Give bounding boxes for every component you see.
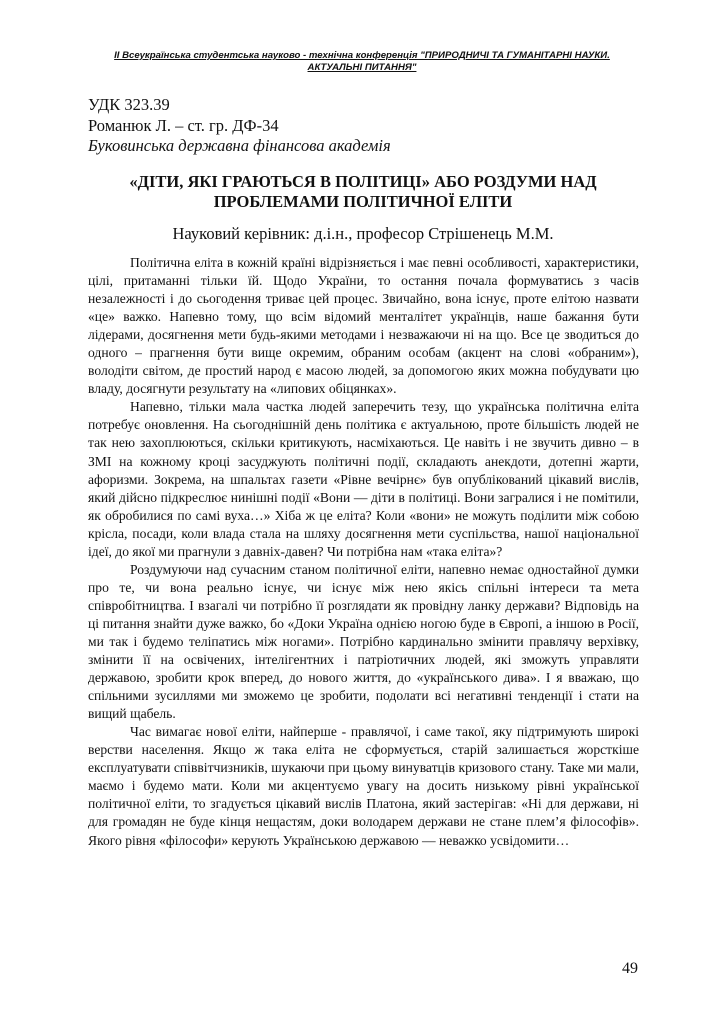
article-body <box>88 254 639 850</box>
article-title: «ДІТИ, ЯКІ ГРАЮТЬСЯ В ПОЛІТИЦІ» АБО РОЗДУМИ НАД ПРОБЛЕМАМИ ПОЛІТИЧНОЇ ЕЛІТИ <box>129 172 597 211</box>
author-line: Романюк Л. – ст. гр. ДФ-34 <box>88 115 279 135</box>
page-number: 49 <box>622 960 638 977</box>
article-meta <box>88 95 648 157</box>
conference-header-line1: ІІ Всеукраїнська студентська науково - технічна конференція "ПРИРОДНИЧІ ТА ГУМАНІТАРНІ НАУКИ. <box>114 50 610 61</box>
supervisor-line: Науковий керівник: д.і.н., професор Стрішенець М.М. <box>172 224 554 243</box>
conference-header <box>95 50 629 74</box>
organization-line: Буковинська державна фінансова академія <box>88 136 391 155</box>
paragraph-2: Напевно, тільки мала частка людей заперечить тезу, що українська політична еліта потребує оновлення. На сьогоднішній день політика є актуальною, проте більшість людей не так нею захоплюються, скільки критикують, насміхаються. Це навіть і не звучить дивно – в ЗМІ на кожному кроці засуджують політичні події, складають анекдоти, дотепні жарти, афоризми. Зокрема, на шпальтах газети «Рівне вечірнє» був опублікований цікавий вислів, який дійсно підкреслює нинішні події «Вони — діти в політиці. Вони загралися і не помітили, як обробилися по самі вуха…» Хіба ж це еліта? Коли «вони» не можуть поділити між собою крісла, посади, коли влада стала на шляху досягнення мети суспільства, нашої національної ідеї, до якої ми прагнули з давніх-давен? Чи потрібна нам «така еліта»? <box>88 399 639 559</box>
udc-code: УДК 323.39 <box>88 95 170 114</box>
paragraph-3: Роздумуючи над сучасним станом політичної еліти, напевно немає одностайної думки про те, чи вона реально існує, чи існує між нею якісь спільні інтереси та мета співробітництва. І взагалі чи потрібно її розглядати як провідну ланку держави? Відповідь на ці питання знайти дуже важко, бо «Доки Україна однією ногою буде в Європі, а іншою в Росії, ми так і будемо теліпатись між ногами». Потрібно кардинально змінити правлячу верхівку, змінити її на освічених, інтелігентних і патріотичних людей, які зможуть управляти державою, зробити крок вперед, до нового життя, до «українського дива». І я вважаю, що спільними зусиллями ми зможемо це зробити, подолати всі негативні тенденції і стати на вищий щабель. <box>88 561 639 722</box>
paragraph-4: Час вимагає нової еліти, найперше - правлячої, і саме такої, яку підтримують широкі верстви населення. Якщо ж така еліта не сформується, старій залишається жорсткіше експлуатувати співвітчизників, шукаючи при цьому винуватців кризового стану. Таке ми мали, маємо і будемо мати. Коли ми акцентуємо увагу на досить низькому рівні української політичної еліти, то згадується цікавий вислів Платона, який застерігав: «Ні для держави, ні для громадян не буде кінця нещастям, доки володарем держави не стане плем’я філософів». Якого рівня «філософи» керують Українською державою — неважко усвідомити… <box>88 724 639 848</box>
paragraph-1: Політична еліта в кожній країні відрізняється і має певні особливості, характеристики, цілі, притаманні тільки їй. Щодо України, то остання почала формуватись з часів незалежності і до сьогодення триває цей процес. Звичайно, вона існує, проте елітою назвати «це» важко. Напевно тому, що всім відомий менталітет українців, наше бажання бути лідерами, досягнення мети будь-якими методами і незважаючи ні на що. Все це зводиться до одного – прагнення бути вище окремим, обраним особам (акцент на слові «обраним»), володіти світом, де простий народ є масою людей, за допомогою яких можна побудувати цю владу, досягнути результату на «липових обіцянках». <box>88 255 639 397</box>
conference-header-line2: АКТУАЛЬНІ ПИТАННЯ" <box>307 62 417 73</box>
